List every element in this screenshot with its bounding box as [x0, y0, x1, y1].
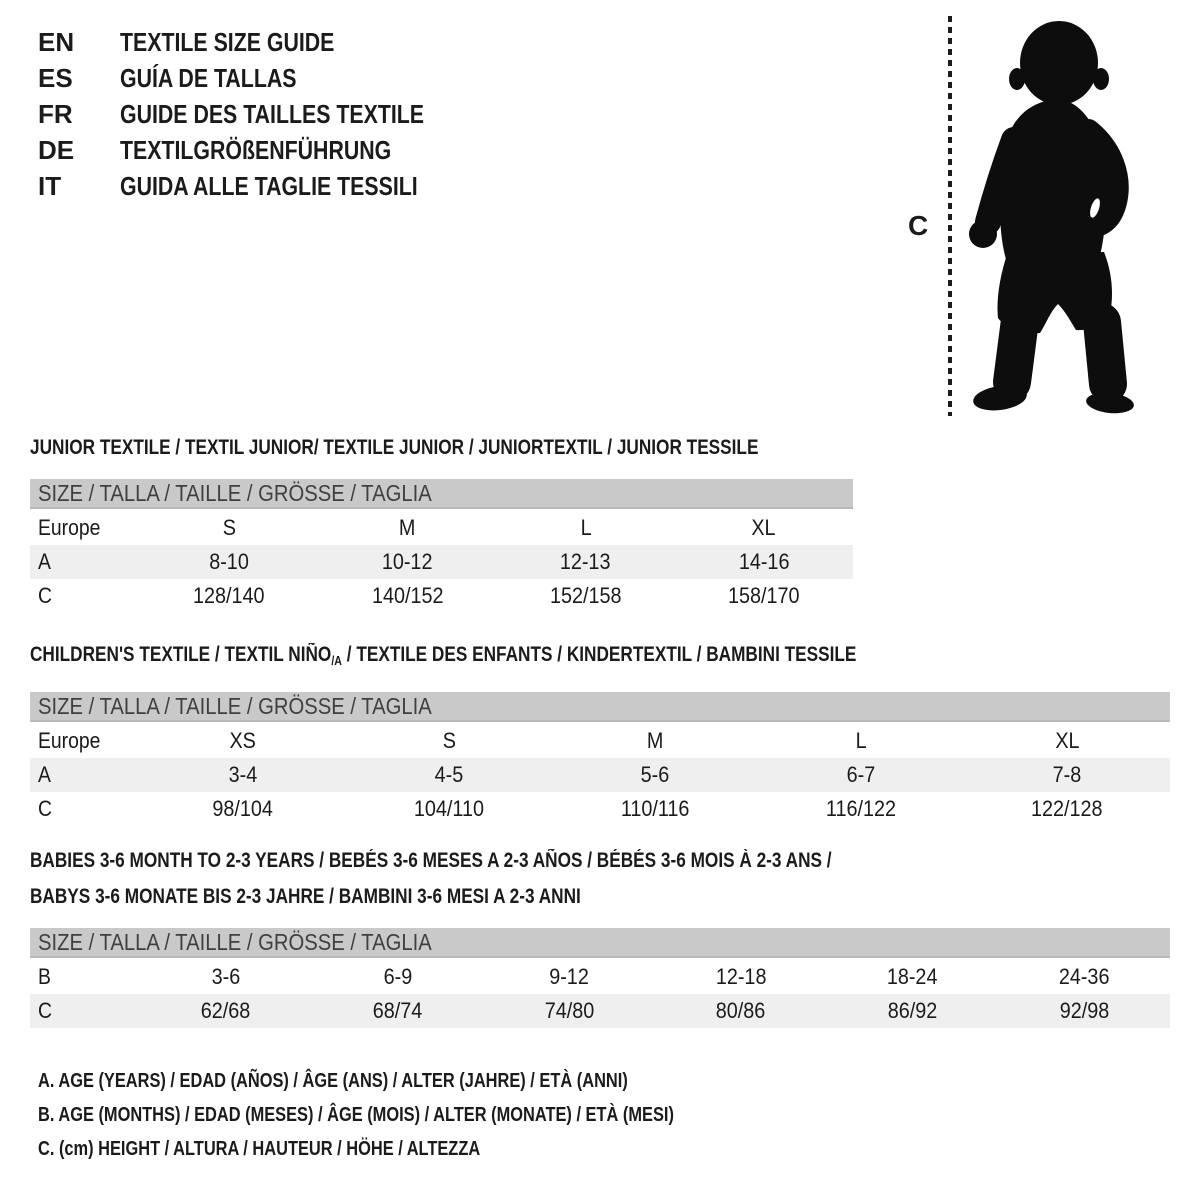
height-measure-dashed-line [948, 16, 952, 416]
row-label: Europe [38, 728, 101, 753]
table-cell: 9-12 [549, 964, 590, 989]
table-cell: 5-6 [640, 762, 670, 787]
table-cell: XL [751, 515, 776, 540]
title-segment: BABYS 3-6 MONATE BIS 2-3 JAHRE / BAMBINI 3-6 MESI A 2-3 ANNI [30, 885, 581, 908]
table-cell: 6-9 [383, 964, 412, 989]
row-label: C [38, 998, 52, 1023]
size-table [30, 724, 1170, 826]
section-title [30, 430, 853, 466]
language-title: GUIDA ALLE TAGLIE TESSILI [120, 171, 418, 201]
table-cell: 8-10 [209, 549, 249, 574]
language-code: ES [38, 63, 73, 93]
table-cell: S [222, 515, 236, 540]
table-cell: 62/68 [201, 998, 251, 1023]
table-cell: 140/152 [371, 583, 444, 608]
language-code: EN [38, 27, 75, 57]
size-table [30, 960, 1170, 1028]
table-cell: 158/170 [728, 583, 800, 608]
language-row [38, 168, 491, 204]
title-segment: JUNIOR TEXTILE / TEXTIL JUNIOR/ TEXTILE JUNIOR / JUNIORTEXTIL / JUNIOR TESSILE [30, 436, 759, 459]
table-cell: 98/104 [212, 796, 274, 821]
section-babies-textile [30, 843, 1170, 1028]
row-label: Europe [38, 515, 101, 540]
row-label: A [38, 549, 51, 574]
table-row [30, 960, 1170, 994]
toddler-silhouette-icon [962, 12, 1140, 416]
language-code: IT [38, 171, 62, 201]
table-row [30, 758, 1170, 792]
table-cell: 3-4 [228, 762, 258, 787]
size-banner-text: SIZE / TALLA / TAILLE / GRÖSSE / TAGLIA [38, 479, 432, 506]
language-row [38, 60, 491, 96]
table-cell: 6-7 [846, 762, 876, 787]
table-row [30, 511, 853, 545]
table-cell: 3-6 [211, 964, 241, 989]
table-cell: 12-18 [715, 964, 767, 989]
table-row [30, 994, 1170, 1028]
row-label: B [38, 964, 51, 989]
title-segment: / TEXTILE DES ENFANTS / KINDERTEXTIL / BAMBINI TESSILE [341, 643, 857, 666]
section-title-line [30, 430, 853, 466]
table-cell: 74/80 [544, 998, 594, 1023]
section-title [30, 843, 1170, 915]
table-cell: 122/128 [1031, 796, 1103, 821]
table-cell: 80/86 [716, 998, 766, 1023]
height-measure-label: C [908, 210, 929, 241]
table-cell: M [646, 728, 664, 753]
table-cell: 68/74 [372, 998, 423, 1023]
table-row [30, 545, 853, 579]
table-cell: XS [229, 728, 257, 753]
section-title-line [30, 843, 1170, 879]
table-cell: 104/110 [413, 796, 485, 821]
title-segment: CHILDREN'S TEXTILE / TEXTIL NIÑO [30, 643, 332, 666]
table-cell: L [580, 515, 592, 540]
language-title: GUIDE DES TAILLES TEXTILE [120, 99, 425, 129]
legend-line: A. AGE (YEARS) / EDAD (AÑOS) / ÂGE (ANS) / ALTER (JAHRE) / ETÀ (ANNI) [38, 1070, 628, 1092]
table-cell: L [855, 728, 867, 753]
legend-line: B. AGE (MONTHS) / EDAD (MESES) / ÂGE (MOIS) / ALTER (MONATE) / ETÀ (MESI) [38, 1104, 674, 1126]
section-title-line [30, 637, 1170, 679]
table-cell: 10-12 [382, 549, 433, 574]
section-junior-textile [30, 430, 853, 613]
row-label: A [38, 762, 51, 787]
table-cell: 110/116 [620, 796, 690, 821]
table-cell: 86/92 [887, 998, 938, 1023]
section-title [30, 637, 1170, 679]
size-banner [30, 692, 1170, 722]
row-label: C [38, 583, 52, 608]
table-cell: M [399, 515, 416, 540]
table-cell: S [442, 728, 456, 753]
language-list [38, 24, 491, 204]
table-cell: 116/122 [825, 796, 897, 821]
table-cell: XL [1054, 728, 1080, 753]
legend-line: C. (cm) HEIGHT / ALTURA / HAUTEUR / HÖHE / ALTEZZA [38, 1138, 481, 1160]
table-row [30, 724, 1170, 758]
size-table [30, 511, 853, 613]
legend [38, 1064, 814, 1166]
table-cell: 7-8 [1052, 762, 1082, 787]
table-cell: 152/158 [549, 583, 622, 608]
size-banner-text: SIZE / TALLA / TAILLE / GRÖSSE / TAGLIA [38, 928, 432, 955]
size-banner [30, 928, 1170, 958]
section-title-line [30, 879, 1170, 915]
table-cell: 18-24 [887, 964, 938, 989]
section-childrens-textile [30, 637, 1170, 826]
language-row [38, 96, 491, 132]
language-title: TEXTILE SIZE GUIDE [120, 27, 335, 57]
table-row [30, 792, 1170, 826]
title-segment: /A [331, 653, 342, 668]
language-row [38, 132, 491, 168]
table-row [30, 579, 853, 613]
table-cell: 92/98 [1059, 998, 1109, 1023]
table-cell: 12-13 [560, 549, 611, 574]
language-title: TEXTILGRÖßENFÜHRUNG [120, 135, 392, 165]
table-cell: 128/140 [193, 583, 265, 608]
language-row [38, 24, 491, 60]
size-banner-text: SIZE / TALLA / TAILLE / GRÖSSE / TAGLIA [38, 692, 432, 719]
language-code: FR [38, 99, 73, 129]
size-banner [30, 479, 853, 509]
title-segment: BABIES 3-6 MONTH TO 2-3 YEARS / BEBÉS 3-6 MESES A 2-3 AÑOS / BÉBÉS 3-6 MOIS À 2-3 ANS / [30, 849, 832, 872]
table-cell: 14-16 [738, 549, 790, 574]
language-code: DE [38, 135, 75, 165]
row-label: C [38, 796, 52, 821]
language-title: GUÍA DE TALLAS [120, 63, 297, 93]
table-cell: 24-36 [1058, 964, 1110, 989]
table-cell: 4-5 [434, 762, 464, 787]
